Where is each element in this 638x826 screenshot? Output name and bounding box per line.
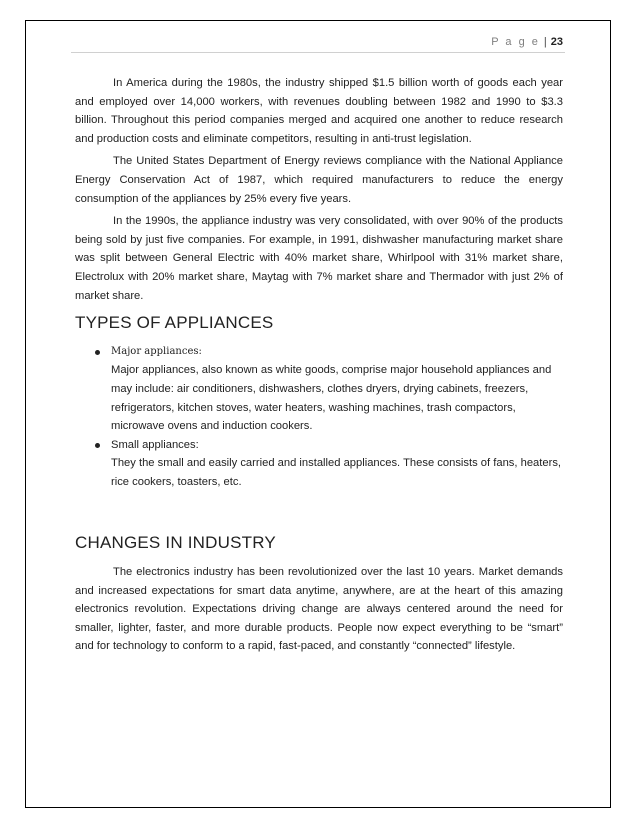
intro-paragraph-1: In America during the 1980s, the industry shipped $1.5 billion worth of goods each year and employed over 14,000 workers, with revenues doubling between 1982 and 1990 to $3.3 billion. Throughout this period companies merged and acquired one another to reduce research and production costs and eliminate competitors, resulting in anti-trust legislation.	[75, 77, 563, 145]
list-item-body: Major appliances, also known as white goods, comprise major household appliances and may include: air conditioners, dishwashers, clothes dryers, drying cabinets, freezers, refrigerators, kitchen stoves, water heaters, washing machines, trash compactors, microwave ovens and induction cookers.	[111, 364, 552, 433]
list-item-title: Small appliances:	[111, 438, 199, 451]
page-header	[71, 30, 565, 53]
list-item-major	[97, 343, 563, 436]
section-heading-types: TYPES OF APPLIANCES	[75, 313, 274, 333]
list-item-body: They the small and easily carried and installed appliances. These consists of fans, heaters, rice cookers, toasters, etc.	[111, 457, 562, 488]
section-spacer	[75, 491, 563, 525]
page-number: 23	[550, 36, 563, 48]
intro-paragraph-3: In the 1990s, the appliance industry was very consolidated, with over 90% of the products being sold by just five companies. For example, in 1991, dishwasher manufacturing market share was split between General Electric with 40% market share, Whirlpool with 31% market share, Electrolux with 20% market share, Maytag with 7% market share and Thermador with just 2% of market share.	[75, 215, 563, 302]
list-item-small	[97, 436, 563, 492]
page-number-label	[491, 36, 563, 48]
section-heading-changes: CHANGES IN INDUSTRY	[75, 533, 276, 553]
intro-paragraph-2: The United States Department of Energy reviews compliance with the National Appliance Energy Conservation Act of 1987, which required manufacturers to reduce the energy consumption of the appliances by 25% every five years.	[75, 155, 563, 205]
page-separator: |	[543, 36, 547, 48]
page-word: P a g e	[491, 36, 540, 48]
appliance-types-list	[75, 343, 563, 492]
document-body	[75, 74, 563, 660]
list-item-title: Major appliances:	[111, 345, 202, 357]
changes-paragraph: The electronics industry has been revolutionized over the last 10 years. Market demands and increased expectations for smart data anytime, anywhere, are at the heart of this amazing electronics revolution. Expectations driving change are always centered around the need for smaller, lighter, faster, and more durable products. People now expect everything to be “smart” and for technology to conform to a rapid, fast-paced, and constantly “connected” lifestyle.	[75, 566, 563, 653]
